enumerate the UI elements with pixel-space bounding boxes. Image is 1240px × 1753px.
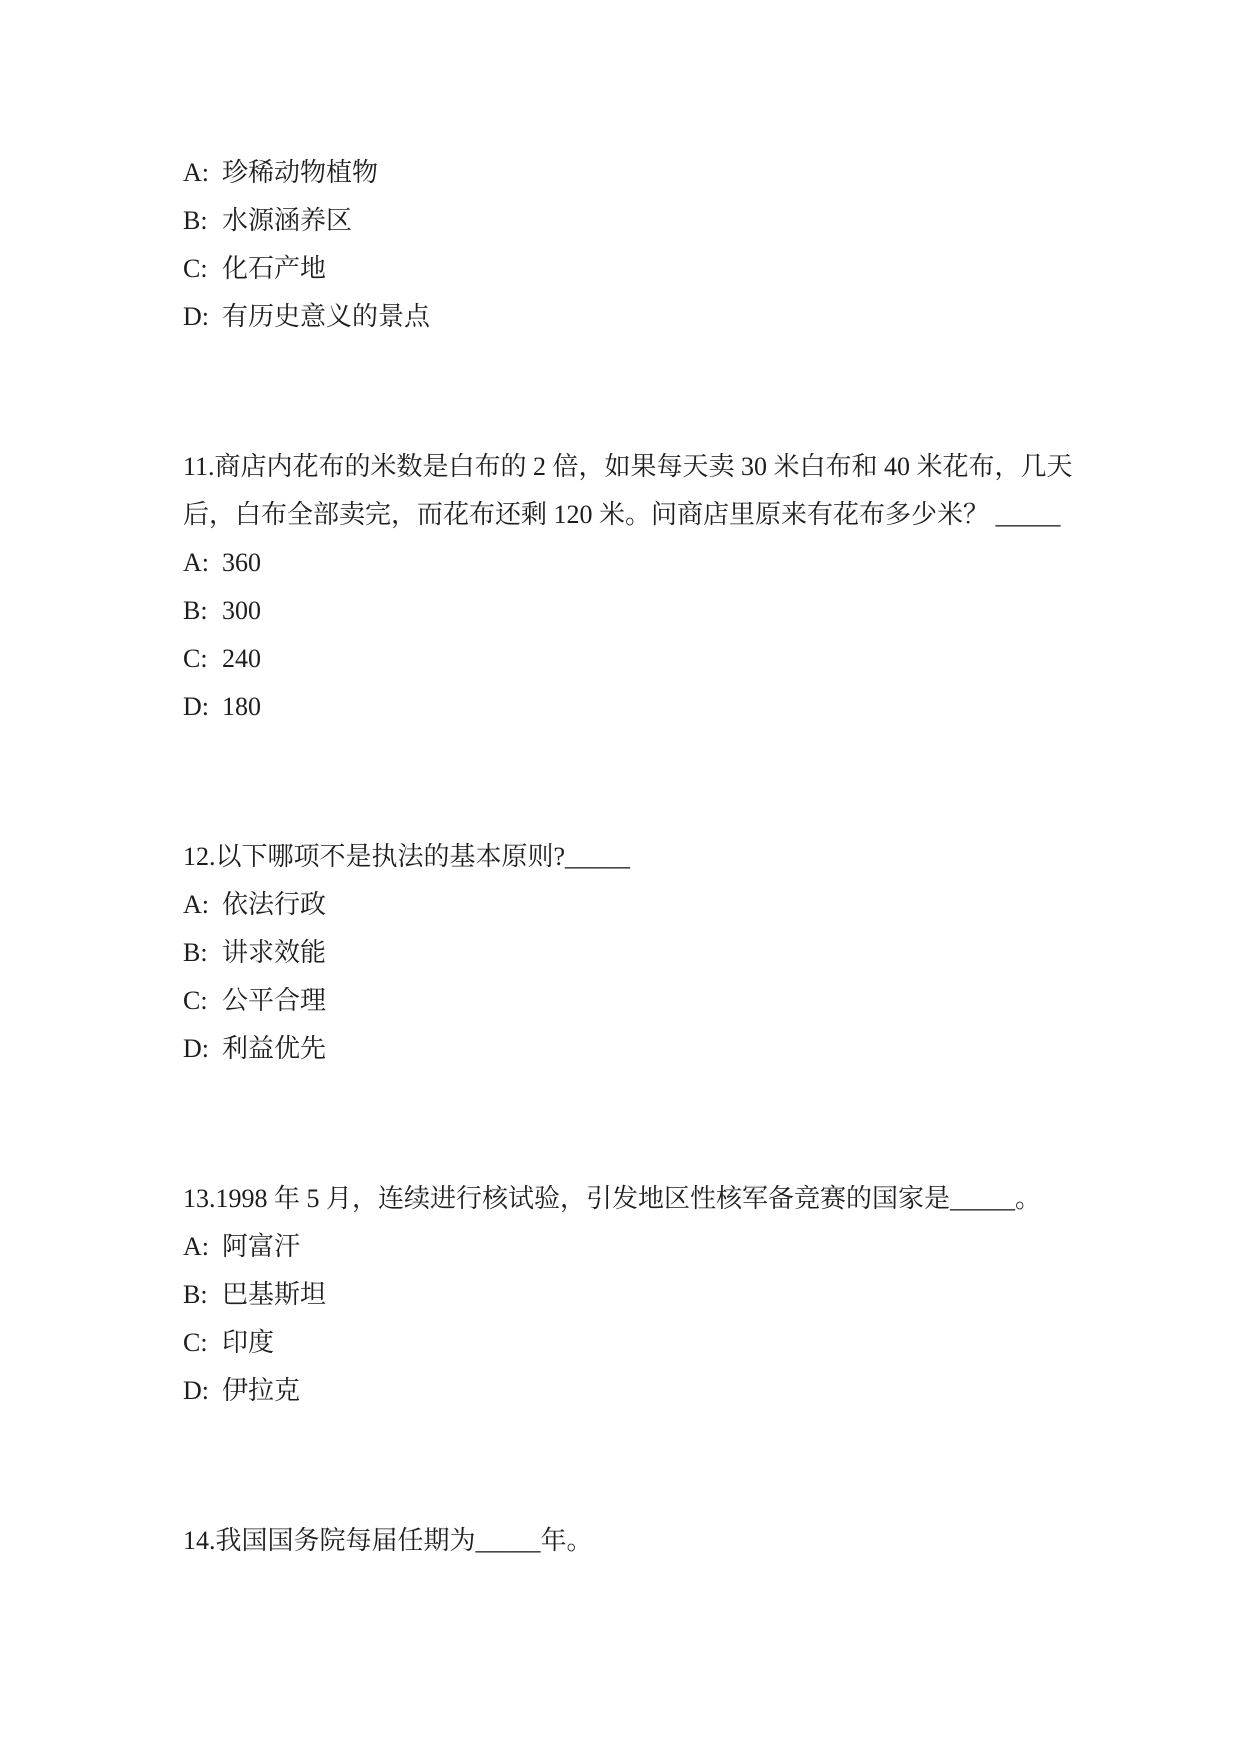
question-stem-line: [183, 443, 1140, 491]
option-label: A:: [183, 158, 209, 187]
option-text: 水源涵养区: [222, 206, 353, 235]
question-stem-line: [183, 1517, 1140, 1565]
question-10-options-block: [183, 149, 1140, 341]
option-label: D:: [183, 302, 209, 331]
option-text: 240: [222, 644, 261, 673]
option-row: [183, 1271, 1140, 1319]
option-label: A:: [183, 548, 209, 577]
option-label: C:: [183, 254, 208, 283]
question-stem-line: [183, 491, 1140, 539]
option-text: 珍稀动物植物: [222, 158, 379, 187]
option-row: [183, 587, 1140, 635]
option-row: [183, 1367, 1140, 1415]
option-label: C:: [183, 644, 208, 673]
option-label: D:: [183, 692, 209, 721]
option-text: 阿富汗: [222, 1232, 301, 1261]
question-stem-text: 后，白布全部卖完，而花布还剩 120 米。问商店里原来有花布多少米？ _____: [183, 500, 1061, 529]
option-row: [183, 977, 1140, 1025]
option-row: [183, 1319, 1140, 1367]
option-row: [183, 929, 1140, 977]
question-number: 12.: [183, 842, 216, 871]
option-row: [183, 539, 1140, 587]
option-text: 300: [222, 596, 261, 625]
option-row: [183, 197, 1140, 245]
option-row: [183, 293, 1140, 341]
question-stem-text: 1998 年 5 月，连续进行核试验，引发地区性核军备竞赛的国家是_____。: [215, 1184, 1042, 1213]
question-number: 14.: [183, 1526, 216, 1555]
option-row: [183, 1223, 1140, 1271]
option-label: B:: [183, 596, 208, 625]
question-stem-text: 商店内花布的米数是白布的 2 倍，如果每天卖 30 米白布和 40 米花布，几天: [214, 452, 1073, 481]
option-text: 公平合理: [222, 986, 327, 1015]
option-text: 依法行政: [222, 890, 327, 919]
option-row: [183, 149, 1140, 197]
question-stem-text: 我国国务院每届任期为_____年。: [215, 1526, 593, 1555]
question-number: 13.: [183, 1184, 216, 1213]
question-number: 11.: [183, 452, 215, 481]
option-text: 化石产地: [222, 254, 327, 283]
option-label: B:: [183, 938, 208, 967]
option-label: D:: [183, 1376, 209, 1405]
question-stem-line: [183, 833, 1140, 881]
option-row: [183, 635, 1140, 683]
option-label: A:: [183, 890, 209, 919]
question-block-12: [183, 833, 1140, 1073]
option-text: 利益优先: [222, 1034, 327, 1063]
option-label: B:: [183, 1280, 208, 1309]
option-row: [183, 1025, 1140, 1073]
question-block-13: [183, 1175, 1140, 1415]
option-label: C:: [183, 1328, 208, 1357]
option-text: 360: [222, 548, 261, 577]
option-text: 伊拉克: [222, 1376, 301, 1405]
option-row: [183, 245, 1140, 293]
question-block-11: [183, 443, 1140, 731]
option-text: 巴基斯坦: [222, 1280, 327, 1309]
option-row: [183, 881, 1140, 929]
question-block-14: [183, 1517, 1140, 1565]
option-row: [183, 683, 1140, 731]
question-stem-line: [183, 1175, 1140, 1223]
option-label: C:: [183, 986, 208, 1015]
option-label: B:: [183, 206, 208, 235]
option-text: 180: [222, 692, 261, 721]
option-text: 印度: [222, 1328, 275, 1357]
option-text: 讲求效能: [222, 938, 327, 967]
option-label: A:: [183, 1232, 209, 1261]
option-text: 有历史意义的景点: [222, 302, 431, 331]
option-label: D:: [183, 1034, 209, 1063]
question-stem-text: 以下哪项不是执法的基本原则?_____: [215, 842, 631, 871]
